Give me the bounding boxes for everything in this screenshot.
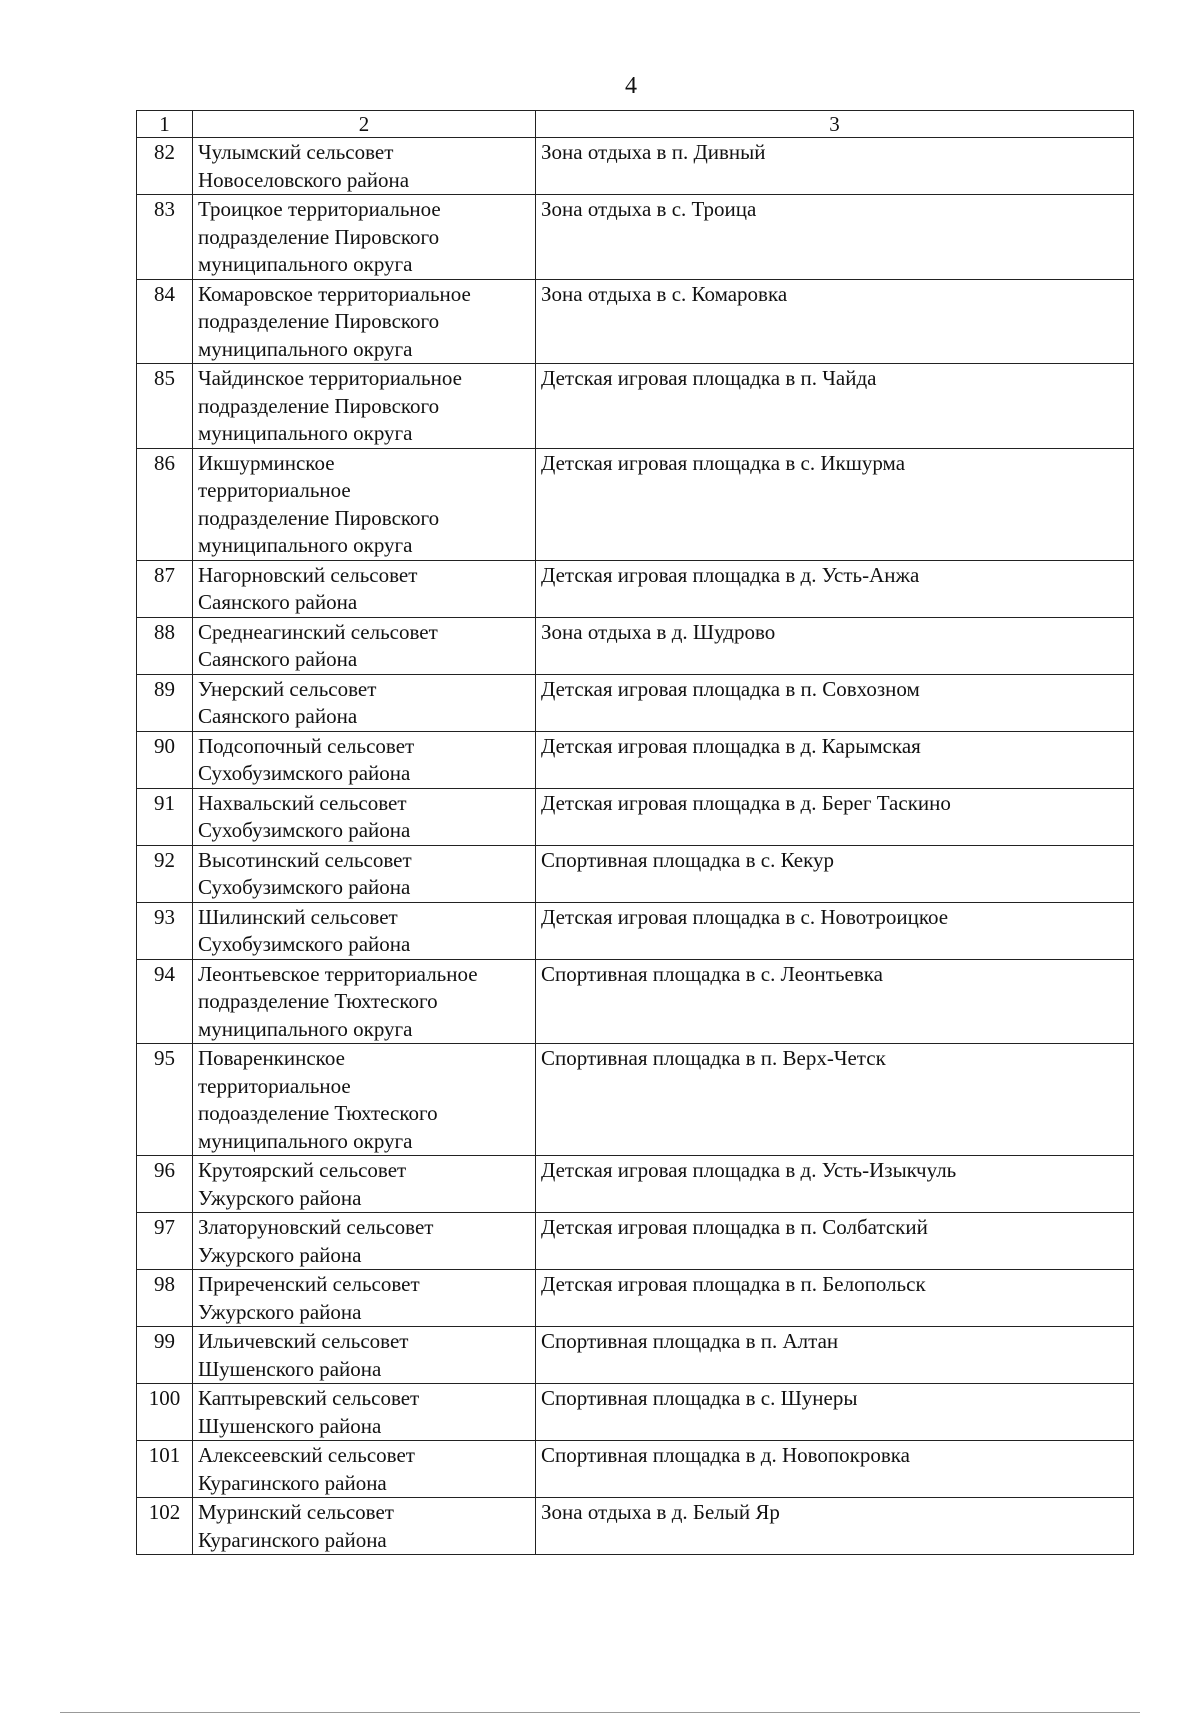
table-row [137, 674, 1134, 731]
row-number: 94 [137, 959, 193, 1044]
row-number: 92 [137, 845, 193, 902]
object-cell: Детская игровая площадка в п. Белопольск [536, 1270, 1134, 1327]
object-cell: Детская игровая площадка в д. Карымская [536, 731, 1134, 788]
municipality-line: территориальное [198, 478, 351, 502]
row-number: 88 [137, 617, 193, 674]
municipality-line: Ильичевский сельсовет [198, 1329, 409, 1353]
object-cell: Спортивная площадка в с. Леонтьевка [536, 959, 1134, 1044]
object-cell: Детская игровая площадка в п. Чайда [536, 364, 1134, 449]
objects-table [136, 110, 1134, 1555]
object-cell: Зона отдыха в п. Дивный [536, 138, 1134, 195]
object-cell: Детская игровая площадка в д. Усть-Изыкчуль [536, 1156, 1134, 1213]
municipality-cell [193, 845, 536, 902]
object-cell: Детская игровая площадка в д. Берег Таскино [536, 788, 1134, 845]
municipality-line: Шушенского района [198, 1413, 382, 1438]
municipality-line: Сухобузимского района [198, 818, 411, 842]
municipality-cell [193, 959, 536, 1044]
municipality-cell [193, 1327, 536, 1384]
municipality-line: Курагинского района [198, 1470, 387, 1495]
header-cell-number: 1 [137, 111, 193, 138]
municipality-line: Чайдинское территориальное [198, 366, 462, 390]
municipality-line: Крутоярский сельсовет [198, 1158, 407, 1182]
table-row [137, 1441, 1134, 1498]
object-cell: Спортивная площадка в д. Новопокровка [536, 1441, 1134, 1498]
municipality-line: муниципального округа [198, 533, 413, 557]
table-row [137, 448, 1134, 560]
municipality-line: Сухобузимского района [198, 761, 411, 785]
row-number: 97 [137, 1213, 193, 1270]
object-cell: Спортивная площадка в п. Алтан [536, 1327, 1134, 1384]
municipality-cell [193, 1441, 536, 1498]
table-row [137, 1327, 1134, 1384]
table-row [137, 1044, 1134, 1156]
municipality-line: Поваренкинское [198, 1046, 345, 1070]
table-row [137, 845, 1134, 902]
table-row [137, 1384, 1134, 1441]
municipality-line: Ужурского района [198, 1185, 362, 1210]
table-row [137, 1213, 1134, 1270]
municipality-line: территориальное [198, 1073, 351, 1098]
row-number: 95 [137, 1044, 193, 1156]
municipality-line: Новоселовского района [198, 167, 410, 192]
row-number: 98 [137, 1270, 193, 1327]
row-number: 89 [137, 674, 193, 731]
municipality-line: Комаровское территориальное [198, 281, 471, 306]
row-number: 91 [137, 788, 193, 845]
municipality-cell [193, 1156, 536, 1213]
municipality-line: Алексеевский сельсовет [198, 1443, 415, 1467]
municipality-line: Златоруновский сельсовет [198, 1215, 434, 1239]
municipality-line: Шушенского района [198, 1356, 382, 1381]
municipality-cell [193, 731, 536, 788]
row-number: 86 [137, 448, 193, 560]
municipality-cell [193, 279, 536, 364]
municipality-line: Леонтьевское территориальное [198, 961, 478, 986]
municipality-line: Троицкое территориальное [198, 197, 441, 221]
municipality-line: Каптыревский сельсовет [198, 1386, 420, 1410]
object-cell: Зона отдыха в д. Белый Яр [536, 1498, 1134, 1555]
table-row [137, 617, 1134, 674]
municipality-line: Сухобузимского района [198, 932, 411, 956]
municipality-line: Чулымский сельсовет [198, 140, 394, 164]
municipality-line: подразделение Пировского [198, 224, 440, 249]
row-number: 84 [137, 279, 193, 364]
municipality-line: Саянского района [198, 590, 358, 614]
row-number: 102 [137, 1498, 193, 1555]
table-row [137, 138, 1134, 195]
table-row [137, 279, 1134, 364]
object-cell: Зона отдыха в с. Комаровка [536, 279, 1134, 364]
municipality-cell [193, 560, 536, 617]
municipality-line: подоазделение Тюхтеского [198, 1101, 438, 1125]
municipality-line: Курагинского района [198, 1527, 387, 1552]
bottom-divider [60, 1712, 1140, 1713]
municipality-line: муниципального округа [198, 1016, 413, 1041]
municipality-line: Сухобузимского района [198, 875, 411, 899]
municipality-cell [193, 1213, 536, 1270]
table-header-row [137, 111, 1134, 138]
municipality-line: Нагорновский сельсовет [198, 562, 418, 587]
table-row [137, 1498, 1134, 1555]
object-cell: Спортивная площадка в п. Верх-Четск [536, 1044, 1134, 1156]
row-number: 83 [137, 195, 193, 280]
table-row [137, 1156, 1134, 1213]
page-number: 4 [625, 73, 637, 99]
municipality-cell [193, 138, 536, 195]
municipality-cell [193, 617, 536, 674]
municipality-line: Саянского района [198, 647, 358, 671]
municipality-line: Икшурминское [198, 450, 335, 475]
table-row [137, 1270, 1134, 1327]
object-cell: Зона отдыха в с. Троица [536, 195, 1134, 280]
row-number: 101 [137, 1441, 193, 1498]
municipality-line: муниципального округа [198, 1128, 413, 1153]
municipality-cell [193, 448, 536, 560]
municipality-cell [193, 788, 536, 845]
municipality-line: Ужурского района [198, 1299, 362, 1324]
object-cell: Спортивная площадка в с. Кекур [536, 845, 1134, 902]
municipality-cell [193, 1384, 536, 1441]
table-row [137, 959, 1134, 1044]
row-number: 90 [137, 731, 193, 788]
object-cell: Спортивная площадка в с. Шунеры [536, 1384, 1134, 1441]
object-cell: Зона отдыха в д. Шудрово [536, 617, 1134, 674]
row-number: 87 [137, 560, 193, 617]
municipality-line: подразделение Тюхтеского [198, 989, 438, 1013]
table-row [137, 195, 1134, 280]
municipality-cell [193, 674, 536, 731]
header-cell-municipality: 2 [193, 111, 536, 138]
object-cell: Детская игровая площадка в д. Усть-Анжа [536, 560, 1134, 617]
municipality-line: Высотинский сельсовет [198, 847, 412, 872]
municipality-line: Приреченский сельсовет [198, 1272, 420, 1296]
municipality-line: Муринский сельсовет [198, 1500, 394, 1524]
object-cell: Детская игровая площадка в с. Икшурма [536, 448, 1134, 560]
table-row [137, 731, 1134, 788]
row-number: 96 [137, 1156, 193, 1213]
object-cell: Детская игровая площадка в п. Совхозном [536, 674, 1134, 731]
municipality-line: подразделение Пировского [198, 505, 440, 530]
municipality-line: Шилинский сельсовет [198, 904, 398, 929]
municipality-cell [193, 1270, 536, 1327]
municipality-line: муниципального округа [198, 421, 413, 445]
row-number: 100 [137, 1384, 193, 1441]
municipality-line: Среднеагинский сельсовет [198, 619, 438, 644]
municipality-line: муниципального округа [198, 252, 413, 276]
row-number: 82 [137, 138, 193, 195]
municipality-line: подразделение Пировского [198, 393, 440, 418]
row-number: 99 [137, 1327, 193, 1384]
table-row [137, 560, 1134, 617]
municipality-cell [193, 902, 536, 959]
municipality-line: Подсопочный сельсовет [198, 733, 415, 758]
municipality-cell [193, 1498, 536, 1555]
municipality-line: подразделение Пировского [198, 309, 440, 333]
municipality-cell [193, 195, 536, 280]
municipality-line: Нахвальский сельсовет [198, 790, 407, 815]
table-row [137, 364, 1134, 449]
table-body [137, 111, 1134, 1555]
row-number: 85 [137, 364, 193, 449]
municipality-line: Саянского района [198, 704, 358, 728]
row-number: 93 [137, 902, 193, 959]
object-cell: Детская игровая площадка в с. Новотроицкое [536, 902, 1134, 959]
municipality-cell [193, 364, 536, 449]
municipality-line: Унерский сельсовет [198, 676, 377, 701]
municipality-cell [193, 1044, 536, 1156]
municipality-line: муниципального округа [198, 336, 413, 361]
header-cell-object: 3 [536, 111, 1134, 138]
municipality-line: Ужурского района [198, 1242, 362, 1267]
table-row [137, 902, 1134, 959]
table-row [137, 788, 1134, 845]
object-cell: Детская игровая площадка в п. Солбатский [536, 1213, 1134, 1270]
